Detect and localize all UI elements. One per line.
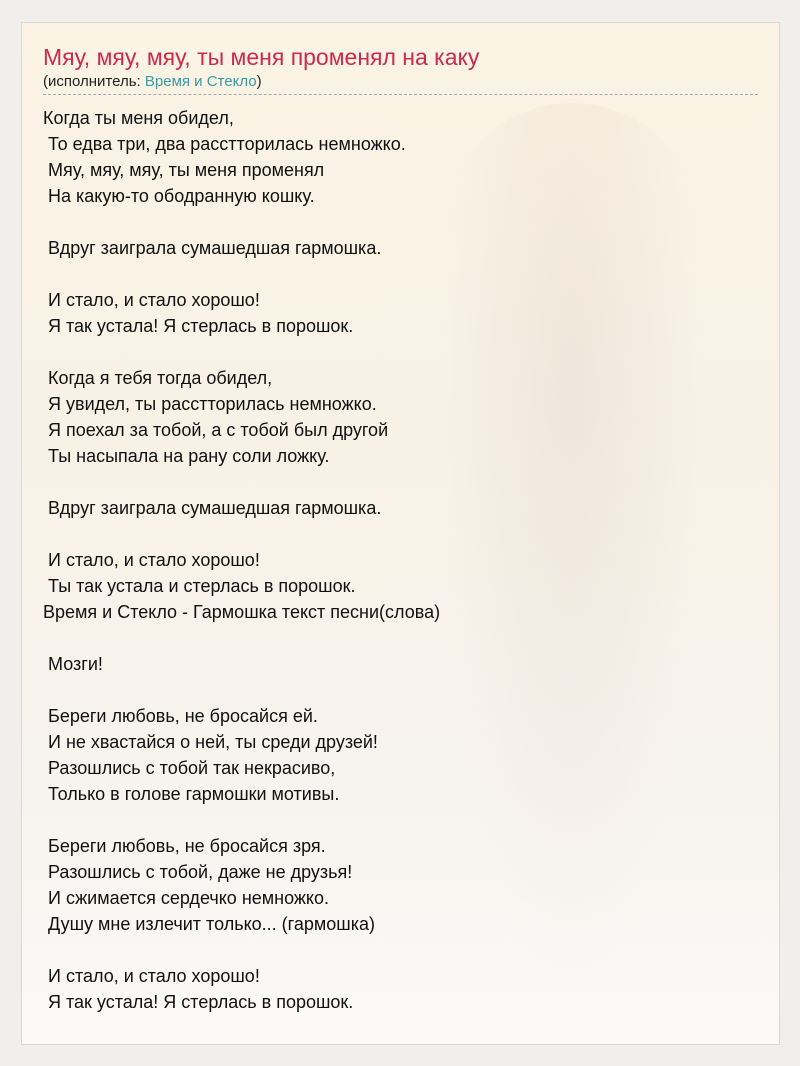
lyric-line: Только в голове гармошки мотивы. [43, 784, 340, 804]
lyrics-card [21, 22, 780, 1045]
lyric-line: То едва три, два расстторилась немножко. [43, 134, 406, 154]
lyric-line: Ты насыпала на рану соли ложку. [43, 446, 330, 466]
lyric-line: Я увидел, ты расстторилась немножко. [43, 394, 377, 414]
lyric-line: Разошлись с тобой, даже не друзья! [43, 862, 353, 882]
lyric-line: Я поехал за тобой, а с тобой был другой [43, 420, 389, 440]
lyric-line [43, 807, 440, 833]
lyric-line: Я так устала! Я стерлась в порошок. [43, 992, 354, 1012]
lyric-line: Ты так устала и стерлась в порошок. [43, 576, 356, 596]
lyric-line: И стало, и стало хорошо! [43, 290, 260, 310]
lyrics-text [43, 105, 440, 1015]
lyric-line [43, 469, 440, 495]
lyric-line [43, 677, 440, 703]
lyric-line: Вдруг заиграла сумашедшая гармошка. [43, 498, 382, 518]
lyric-line: Береги любовь, не бросайся зря. [43, 836, 326, 856]
artist-suffix: ) [256, 73, 262, 90]
artist-line [43, 73, 262, 90]
lyric-line: Вдруг заиграла сумашедшая гармошка. [43, 238, 382, 258]
lyric-line: Когда ты меня обидел, [43, 108, 234, 128]
lyric-line [43, 339, 440, 365]
lyric-line [43, 209, 440, 235]
lyric-line: Мяу, мяу, мяу, ты меня променял [43, 160, 325, 180]
lyric-line: Душу мне излечит только... (гармошка) [43, 914, 375, 934]
lyric-line: И стало, и стало хорошо! [43, 966, 260, 986]
lyric-line: И сжимается сердечко немножко. [43, 888, 330, 908]
divider [43, 94, 758, 95]
lyric-line: Береги любовь, не бросайся ей. [43, 706, 318, 726]
lyric-line [43, 261, 440, 287]
artist-prefix: (исполнитель: [43, 73, 145, 90]
lyric-line [43, 521, 440, 547]
artist-link[interactable]: Время и Стекло [144, 73, 257, 90]
lyric-line: Когда я тебя тогда обидел, [43, 368, 273, 388]
lyric-line: И стало, и стало хорошо! [43, 550, 260, 570]
lyric-line: Я так устала! Я стерлась в порошок. [43, 316, 354, 336]
lyric-line: Разошлись с тобой так некрасиво, [43, 758, 336, 778]
background-photo [442, 103, 702, 1003]
lyric-line: Мозги! [43, 654, 103, 674]
lyric-line: На какую-то ободранную кошку. [43, 186, 315, 206]
lyric-line: И не хвастайся о ней, ты среди друзей! [43, 732, 378, 752]
song-title: Мяу, мяу, мяу, ты меня променял на каку [43, 44, 480, 70]
lyric-line [43, 625, 440, 651]
lyric-line: Время и Стекло - Гармошка текст песни(слова) [43, 602, 441, 622]
lyric-line [43, 937, 440, 963]
